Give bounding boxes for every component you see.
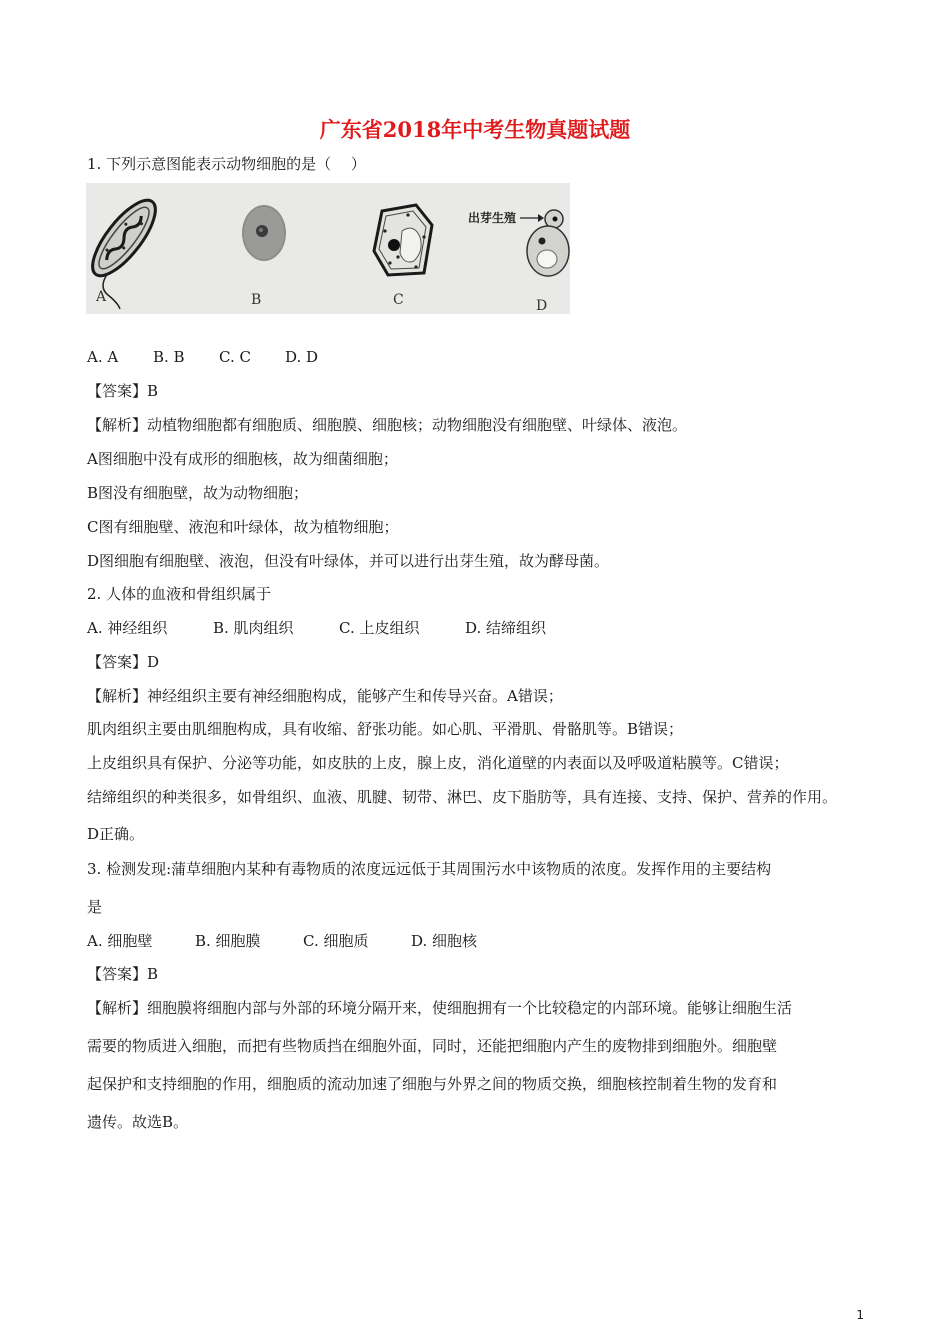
option-a[interactable]: A. 细胞壁: [87, 932, 153, 950]
figure-label-c: C: [393, 292, 404, 308]
question-1-analysis-line: D图细胞有细胞壁、液泡，但没有叶绿体，并可以进行出芽生殖，故为酵母菌。: [87, 552, 610, 570]
question-3-stem: 3. 检测发现:蒲草细胞内某种有毒物质的浓度远远低于其周围污水中该物质的浓度。发挥作用的主要结构: [87, 860, 772, 878]
question-1-analysis-line: C图有细胞壁、液泡和叶绿体，故为植物细胞；: [87, 518, 399, 536]
question-2-options: [87, 618, 546, 638]
question-2-analysis-line: 结缔组织的种类很多，如骨组织、血液、肌腱、韧带、淋巴、皮下脂肪等，具有连接、支持、保护、营养的作用。: [87, 788, 838, 806]
option-c[interactable]: C. C: [219, 348, 251, 366]
option-c[interactable]: C. 上皮组织: [339, 619, 420, 637]
question-3-analysis-line: 需要的物质进入细胞，而把有些物质挡在细胞外面，同时，还能把细胞内产生的废物排到细胞外。细胞壁: [87, 1037, 778, 1055]
question-2-answer: 【答案】D: [87, 653, 160, 671]
figure-label-d: D: [536, 298, 548, 314]
yeast-cell-diagram-d: [468, 210, 569, 276]
option-b[interactable]: B. 细胞膜: [195, 932, 261, 950]
question-3-analysis-line: 【解析】细胞膜将细胞内部与外部的环境分隔开来，使细胞拥有一个比较稳定的内部环境。能够让细胞生活: [87, 999, 793, 1017]
question-3-analysis-line: 起保护和支持细胞的作用，细胞质的流动加速了细胞与外界之间的物质交换，细胞核控制着生物的发育和: [87, 1075, 778, 1093]
page-number: 1: [856, 1308, 864, 1322]
cell-diagrams-figure: [86, 183, 570, 314]
question-3-options: [87, 931, 477, 951]
budding-label: 出芽生殖: [468, 211, 517, 225]
option-a[interactable]: A. A: [87, 348, 119, 366]
option-b[interactable]: B. 肌肉组织: [213, 619, 294, 637]
page-title: 广东省2018年中考生物真题试题: [319, 117, 631, 142]
question-2-analysis-line: D正确。: [87, 825, 145, 843]
question-1-analysis-line: 【解析】动植物细胞都有细胞质、细胞膜、细胞核；动物细胞没有细胞壁、叶绿体、液泡。: [87, 416, 688, 434]
question-3-analysis-line: 遗传。故选B。: [87, 1113, 189, 1131]
figure-label-a: A: [96, 289, 107, 305]
option-d[interactable]: D. 结缔组织: [465, 619, 547, 637]
question-2-stem: 2. 人体的血液和骨组织属于: [87, 585, 272, 603]
question-1-answer: 【答案】B: [87, 382, 159, 400]
figure-label-b: B: [251, 292, 262, 308]
option-d[interactable]: D. 细胞核: [411, 932, 478, 950]
question-1-analysis-line: A图细胞中没有成形的细胞核，故为细菌细胞；: [87, 450, 398, 468]
question-1-analysis-line: B图没有细胞壁，故为动物细胞；: [87, 484, 309, 502]
animal-cell-diagram-b: [242, 205, 286, 261]
plant-cell-diagram-c: [374, 205, 432, 275]
option-a[interactable]: A. 神经组织: [87, 619, 168, 637]
question-1-stem: 1. 下列示意图能表示动物细胞的是（ ）: [87, 155, 366, 173]
question-1-options: [87, 347, 318, 367]
question-3-answer: 【答案】B: [87, 965, 159, 983]
option-d[interactable]: D. D: [285, 348, 319, 366]
question-3-stem: 是: [87, 898, 103, 916]
question-2-analysis-line: 肌肉组织主要由肌细胞构成，具有收缩、舒张功能。如心肌、平滑肌、骨骼肌等。B错误；: [87, 720, 684, 738]
option-c[interactable]: C. 细胞质: [303, 932, 369, 950]
question-2-analysis-line: 上皮组织具有保护、分泌等功能，如皮肤的上皮，腺上皮，消化道壁的内表面以及呼吸道粘膜等。C错误；: [87, 754, 789, 772]
question-2-analysis-line: 【解析】神经组织主要有神经细胞构成，能够产生和传导兴奋。A错误；: [87, 687, 563, 705]
option-b[interactable]: B. B: [153, 348, 185, 366]
